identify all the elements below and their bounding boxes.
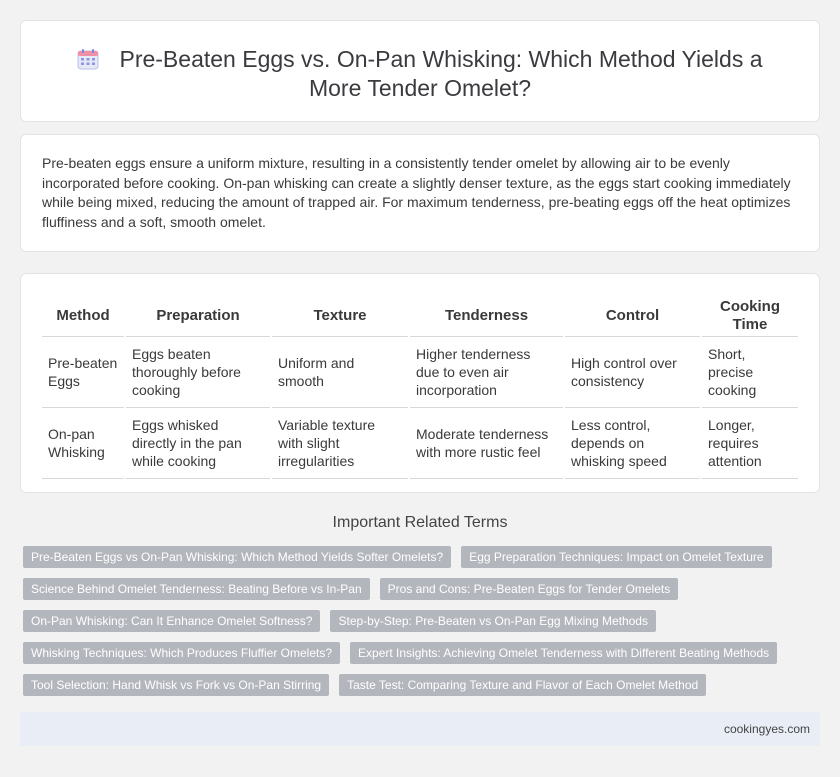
table-header-row bbox=[42, 296, 798, 336]
table-cell: Short, precise cooking bbox=[701, 336, 798, 407]
table-cell: Eggs beaten thoroughly before cooking bbox=[125, 336, 271, 407]
related-terms-heading: Important Related Terms bbox=[332, 514, 508, 531]
related-tag[interactable]: Taste Test: Comparing Texture and Flavor of Each Omelet Method bbox=[339, 674, 706, 696]
header-method: Method bbox=[42, 296, 125, 336]
related-tag[interactable]: Egg Preparation Techniques: Impact on Omelet Texture bbox=[461, 546, 771, 568]
table-cell: Moderate tenderness with more rustic feel bbox=[409, 407, 564, 478]
related-tag[interactable]: On-Pan Whisking: Can It Enhance Omelet Softness? bbox=[23, 610, 320, 632]
comparison-table bbox=[42, 296, 798, 479]
related-tag[interactable]: Pre-Beaten Eggs vs On-Pan Whisking: Which Method Yields Softer Omelets? bbox=[23, 546, 451, 568]
title-card bbox=[20, 20, 820, 122]
table-cell: High control over consistency bbox=[564, 336, 701, 407]
intro-card bbox=[20, 134, 820, 252]
table-cell: Uniform and smooth bbox=[271, 336, 409, 407]
table-cell: Variable texture with slight irregularities bbox=[271, 407, 409, 478]
table-row bbox=[42, 336, 798, 407]
related-tag[interactable]: Whisking Techniques: Which Produces Fluffier Omelets? bbox=[23, 642, 340, 664]
table-row bbox=[42, 407, 798, 478]
related-tag[interactable]: Step-by-Step: Pre-Beaten vs On-Pan Egg Mixing Methods bbox=[330, 610, 656, 632]
related-tag[interactable]: Pros and Cons: Pre-Beaten Eggs for Tender Omelets bbox=[380, 578, 679, 600]
table-cell: On-pan Whisking bbox=[42, 407, 125, 478]
header-control: Control bbox=[564, 296, 701, 336]
table-cell: Eggs whisked directly in the pan while cooking bbox=[125, 407, 271, 478]
header-texture: Texture bbox=[271, 296, 409, 336]
table-cell: Higher tenderness due to even air incorporation bbox=[409, 336, 564, 407]
header-preparation: Preparation bbox=[125, 296, 271, 336]
comparison-table-card bbox=[20, 273, 820, 493]
header-cooking-time: Cooking Time bbox=[701, 296, 798, 336]
related-terms-tags bbox=[23, 546, 823, 706]
footer-site-link[interactable]: cookingyes.com bbox=[723, 722, 810, 736]
related-tag[interactable]: Science Behind Omelet Tenderness: Beating Before vs In-Pan bbox=[23, 578, 370, 600]
related-tag[interactable]: Tool Selection: Hand Whisk vs Fork vs On-Pan Stirring bbox=[23, 674, 329, 696]
related-tag[interactable]: Expert Insights: Achieving Omelet Tenderness with Different Beating Methods bbox=[350, 642, 777, 664]
table-cell: Longer, requires attention bbox=[701, 407, 798, 478]
title-line-2: More Tender Omelet? bbox=[308, 75, 531, 101]
table-cell: Pre-beaten Eggs bbox=[42, 336, 125, 407]
intro-paragraph: Pre-beaten eggs ensure a uniform mixture, resulting in a consistently tender omelet by allowing air to be evenly incorporated before cooking. On-pan whisking can create a slightly denser texture, as the eggs start cooking immediately while being mixed, reducing the amount of trapped air. For maximum tenderness, pre-beating eggs off the heat optimizes fluffiness and a soft, smooth omelet. bbox=[42, 155, 791, 230]
table-cell: Less control, depends on whisking speed bbox=[564, 407, 701, 478]
page-title bbox=[21, 45, 819, 103]
footer bbox=[20, 712, 820, 746]
title-line-1: Pre-Beaten Eggs vs. On-Pan Whisking: Which Method Yields a bbox=[119, 46, 763, 72]
header-tenderness: Tenderness bbox=[409, 296, 564, 336]
calendar-icon bbox=[77, 48, 99, 70]
